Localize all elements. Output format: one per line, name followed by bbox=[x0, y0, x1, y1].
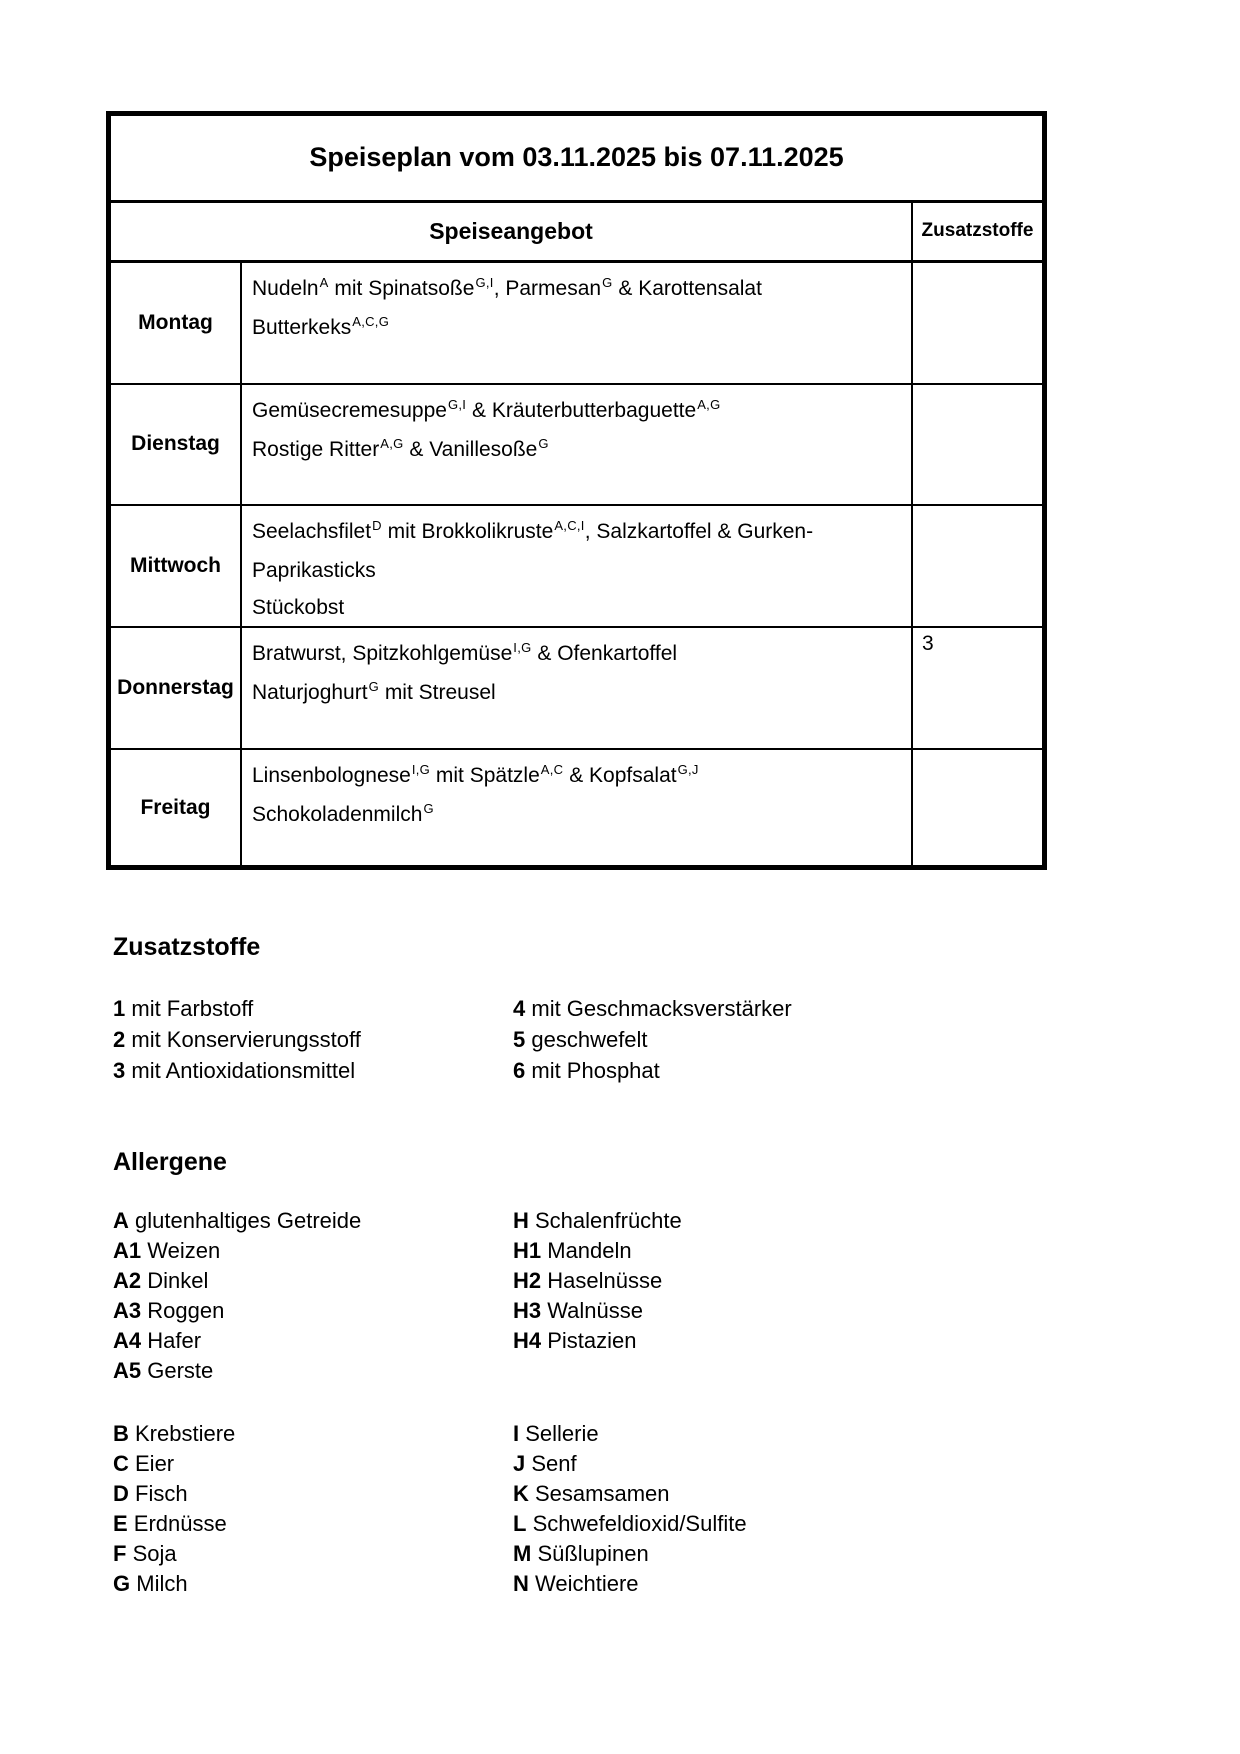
allergen-superscript: G bbox=[368, 679, 379, 695]
additives-legend-column-1 bbox=[113, 993, 361, 1086]
menu-line: Rostige Ritter$^{A,G}$ & Vanillesoße$^G$ bbox=[252, 435, 549, 461]
additives-value-dienstag bbox=[911, 385, 1042, 505]
menu-cell-mittwoch bbox=[242, 506, 911, 626]
allergen-superscript: A,C,G bbox=[352, 313, 390, 329]
additive-item-1: 1 mit Farbstoff bbox=[113, 996, 254, 1021]
additive-item-2: 2 mit Konservierungsstoff bbox=[113, 1027, 361, 1052]
legend-key: 6 bbox=[513, 1058, 526, 1083]
legend-key: N bbox=[513, 1571, 529, 1596]
allergen-item-b: B Krebstiere bbox=[113, 1421, 236, 1446]
legend-key: 3 bbox=[113, 1058, 126, 1083]
day-label-montag: Montag bbox=[111, 263, 242, 383]
allergen-superscript: A,G bbox=[380, 435, 404, 451]
allergen-item-a1: A1 Weizen bbox=[113, 1238, 221, 1263]
allergens-section-heading: Allergene bbox=[113, 1148, 227, 1176]
additives-value-freitag bbox=[911, 750, 1042, 865]
legend-key: G bbox=[113, 1571, 131, 1596]
legend-key: A1 bbox=[113, 1238, 142, 1263]
allergen-superscript: I,G bbox=[513, 640, 532, 656]
allergen-item-f: F Soja bbox=[113, 1541, 177, 1566]
allergen-item-a5: A5 Gerste bbox=[113, 1358, 214, 1383]
allergens-group1-column-2 bbox=[513, 1206, 682, 1356]
legend-key: H2 bbox=[513, 1268, 542, 1293]
legend-key: 1 bbox=[113, 996, 126, 1021]
day-row-freitag bbox=[111, 750, 1042, 865]
additives-section-heading: Zusatzstoffe bbox=[113, 933, 261, 961]
additives-value-donnerstag: 3 bbox=[911, 628, 1042, 748]
menu-cell-dienstag bbox=[242, 385, 911, 505]
allergen-item-i: I Sellerie bbox=[513, 1421, 599, 1446]
legend-key: I bbox=[513, 1421, 520, 1446]
legend-key: J bbox=[513, 1451, 526, 1476]
legend-key: M bbox=[513, 1541, 532, 1566]
day-label-dienstag: Dienstag bbox=[111, 385, 242, 505]
day-label-donnerstag: Donnerstag bbox=[111, 628, 242, 748]
allergen-item-h2: H2 Haselnüsse bbox=[513, 1268, 663, 1293]
legend-key: K bbox=[513, 1481, 529, 1506]
legend-key: E bbox=[113, 1511, 128, 1536]
menu-line: Stückobst bbox=[252, 596, 345, 620]
legend-key: A2 bbox=[113, 1268, 142, 1293]
header-speiseangebot: Speiseangebot bbox=[429, 217, 593, 244]
additives-value-mittwoch bbox=[911, 506, 1042, 626]
legend-key: A5 bbox=[113, 1358, 142, 1383]
allergen-item-g: G Milch bbox=[113, 1571, 188, 1596]
allergen-superscript: A,C,I bbox=[554, 518, 585, 534]
allergen-item-a3: A3 Roggen bbox=[113, 1298, 225, 1323]
menu-table bbox=[106, 111, 1047, 870]
menu-cell-freitag bbox=[242, 750, 911, 865]
menu-line: Linsenbolognese$^{I,G}$ mit Spätzle$^{A,C}$ & Kopfsalat$^{G,J}$ bbox=[252, 762, 699, 788]
legend-key: D bbox=[113, 1481, 129, 1506]
day-row-dienstag bbox=[111, 385, 1042, 507]
day-label-freitag: Freitag bbox=[111, 750, 242, 865]
allergen-item-h1: H1 Mandeln bbox=[513, 1238, 632, 1263]
legend-key: 5 bbox=[513, 1027, 526, 1052]
menu-line: Schokoladenmilch$^G$ bbox=[252, 801, 434, 827]
legend-key: A bbox=[113, 1208, 129, 1233]
additive-item-4: 4 mit Geschmacksverstärker bbox=[513, 996, 792, 1021]
day-row-montag bbox=[111, 263, 1042, 385]
additives-value-montag bbox=[911, 263, 1042, 383]
day-label-mittwoch: Mittwoch bbox=[111, 506, 242, 626]
allergen-superscript: D bbox=[372, 518, 382, 534]
legend-key: 4 bbox=[513, 996, 526, 1021]
additives-legend-column-2 bbox=[513, 993, 792, 1086]
legend-key: A3 bbox=[113, 1298, 142, 1323]
allergens-group1-column-1 bbox=[113, 1206, 361, 1386]
menu-line: Naturjoghurt$^G$ mit Streusel bbox=[252, 679, 496, 705]
allergens-group2-column-1 bbox=[113, 1419, 235, 1599]
allergen-superscript: G bbox=[602, 274, 613, 290]
allergen-item-h4: H4 Pistazien bbox=[513, 1328, 637, 1353]
allergen-superscript: G bbox=[423, 801, 434, 817]
additive-item-3: 3 mit Antioxidationsmittel bbox=[113, 1058, 356, 1083]
day-row-donnerstag bbox=[111, 628, 1042, 750]
allergen-item-c: C Eier bbox=[113, 1451, 175, 1476]
legend-key: H1 bbox=[513, 1238, 542, 1263]
allergen-item-j: J Senf bbox=[513, 1451, 577, 1476]
menu-line: Bratwurst, Spitzkohlgemüse$^{I,G}$ & Ofenkartoffel bbox=[252, 640, 678, 666]
menu-line: Seelachsfilet$^D$ mit Brokkolikruste$^{A,C,I}$, Salzkartoffel & Gurken- bbox=[252, 518, 814, 544]
allergen-superscript: G bbox=[538, 435, 549, 451]
menu-line: Nudeln$^A$ mit Spinatsoße$^{G,I}$, Parmesan$^G$ & Karottensalat bbox=[252, 274, 762, 300]
menu-cell-montag bbox=[242, 263, 911, 383]
allergen-item-n: N Weichtiere bbox=[513, 1571, 639, 1596]
allergen-item-l: L Schwefeldioxid/Sulfite bbox=[513, 1511, 747, 1536]
menu-cell-donnerstag bbox=[242, 628, 911, 748]
legend-key: C bbox=[113, 1451, 129, 1476]
allergen-item-k: K Sesamsamen bbox=[513, 1481, 670, 1506]
allergen-item-a2: A2 Dinkel bbox=[113, 1268, 209, 1293]
menu-line: Paprikasticks bbox=[252, 559, 376, 583]
allergen-superscript: A,G bbox=[697, 396, 721, 412]
allergen-superscript: I,G bbox=[411, 762, 431, 778]
legend-key: A4 bbox=[113, 1328, 142, 1353]
legend-key: L bbox=[513, 1511, 527, 1536]
allergen-item-a4: A4 Hafer bbox=[113, 1328, 202, 1353]
allergen-item-d: D Fisch bbox=[113, 1481, 188, 1506]
menu-line: Butterkeks$^{A,C,G}$ bbox=[252, 313, 390, 339]
allergen-superscript: G,I bbox=[475, 274, 494, 290]
allergen-superscript: G,I bbox=[447, 396, 467, 412]
legend-key: H3 bbox=[513, 1298, 542, 1323]
allergen-item-m: M Süßlupinen bbox=[513, 1541, 649, 1566]
legend-key: H4 bbox=[513, 1328, 542, 1353]
allergen-item-e: E Erdnüsse bbox=[113, 1511, 227, 1536]
allergen-item-h3: H3 Walnüsse bbox=[513, 1298, 644, 1323]
table-title-row bbox=[111, 116, 1042, 203]
allergen-item-a: A glutenhaltiges Getreide bbox=[113, 1208, 362, 1233]
table-header-row bbox=[111, 203, 1042, 263]
legend-key: H bbox=[513, 1208, 529, 1233]
legend-key: B bbox=[113, 1421, 129, 1446]
legend-key: F bbox=[113, 1541, 127, 1566]
table-title: Speiseplan vom 03.11.2025 bis 07.11.2025 bbox=[309, 142, 844, 173]
additive-item-6: 6 mit Phosphat bbox=[513, 1058, 660, 1083]
menu-line: Gemüsecremesuppe$^{G,I}$ & Kräuterbutterbaguette$^{A,G}$ bbox=[252, 396, 721, 422]
legend-key: 2 bbox=[113, 1027, 126, 1052]
header-zusatzstoffe: Zusatzstoffe bbox=[911, 203, 1042, 260]
allergen-superscript: A,C bbox=[540, 762, 564, 778]
additive-item-5: 5 geschwefelt bbox=[513, 1027, 648, 1052]
allergen-superscript: A bbox=[319, 274, 329, 290]
allergen-item-h: H Schalenfrüchte bbox=[513, 1208, 682, 1233]
day-row-mittwoch bbox=[111, 506, 1042, 628]
allergen-superscript: G,J bbox=[677, 762, 699, 778]
allergens-group2-column-2 bbox=[513, 1419, 747, 1599]
